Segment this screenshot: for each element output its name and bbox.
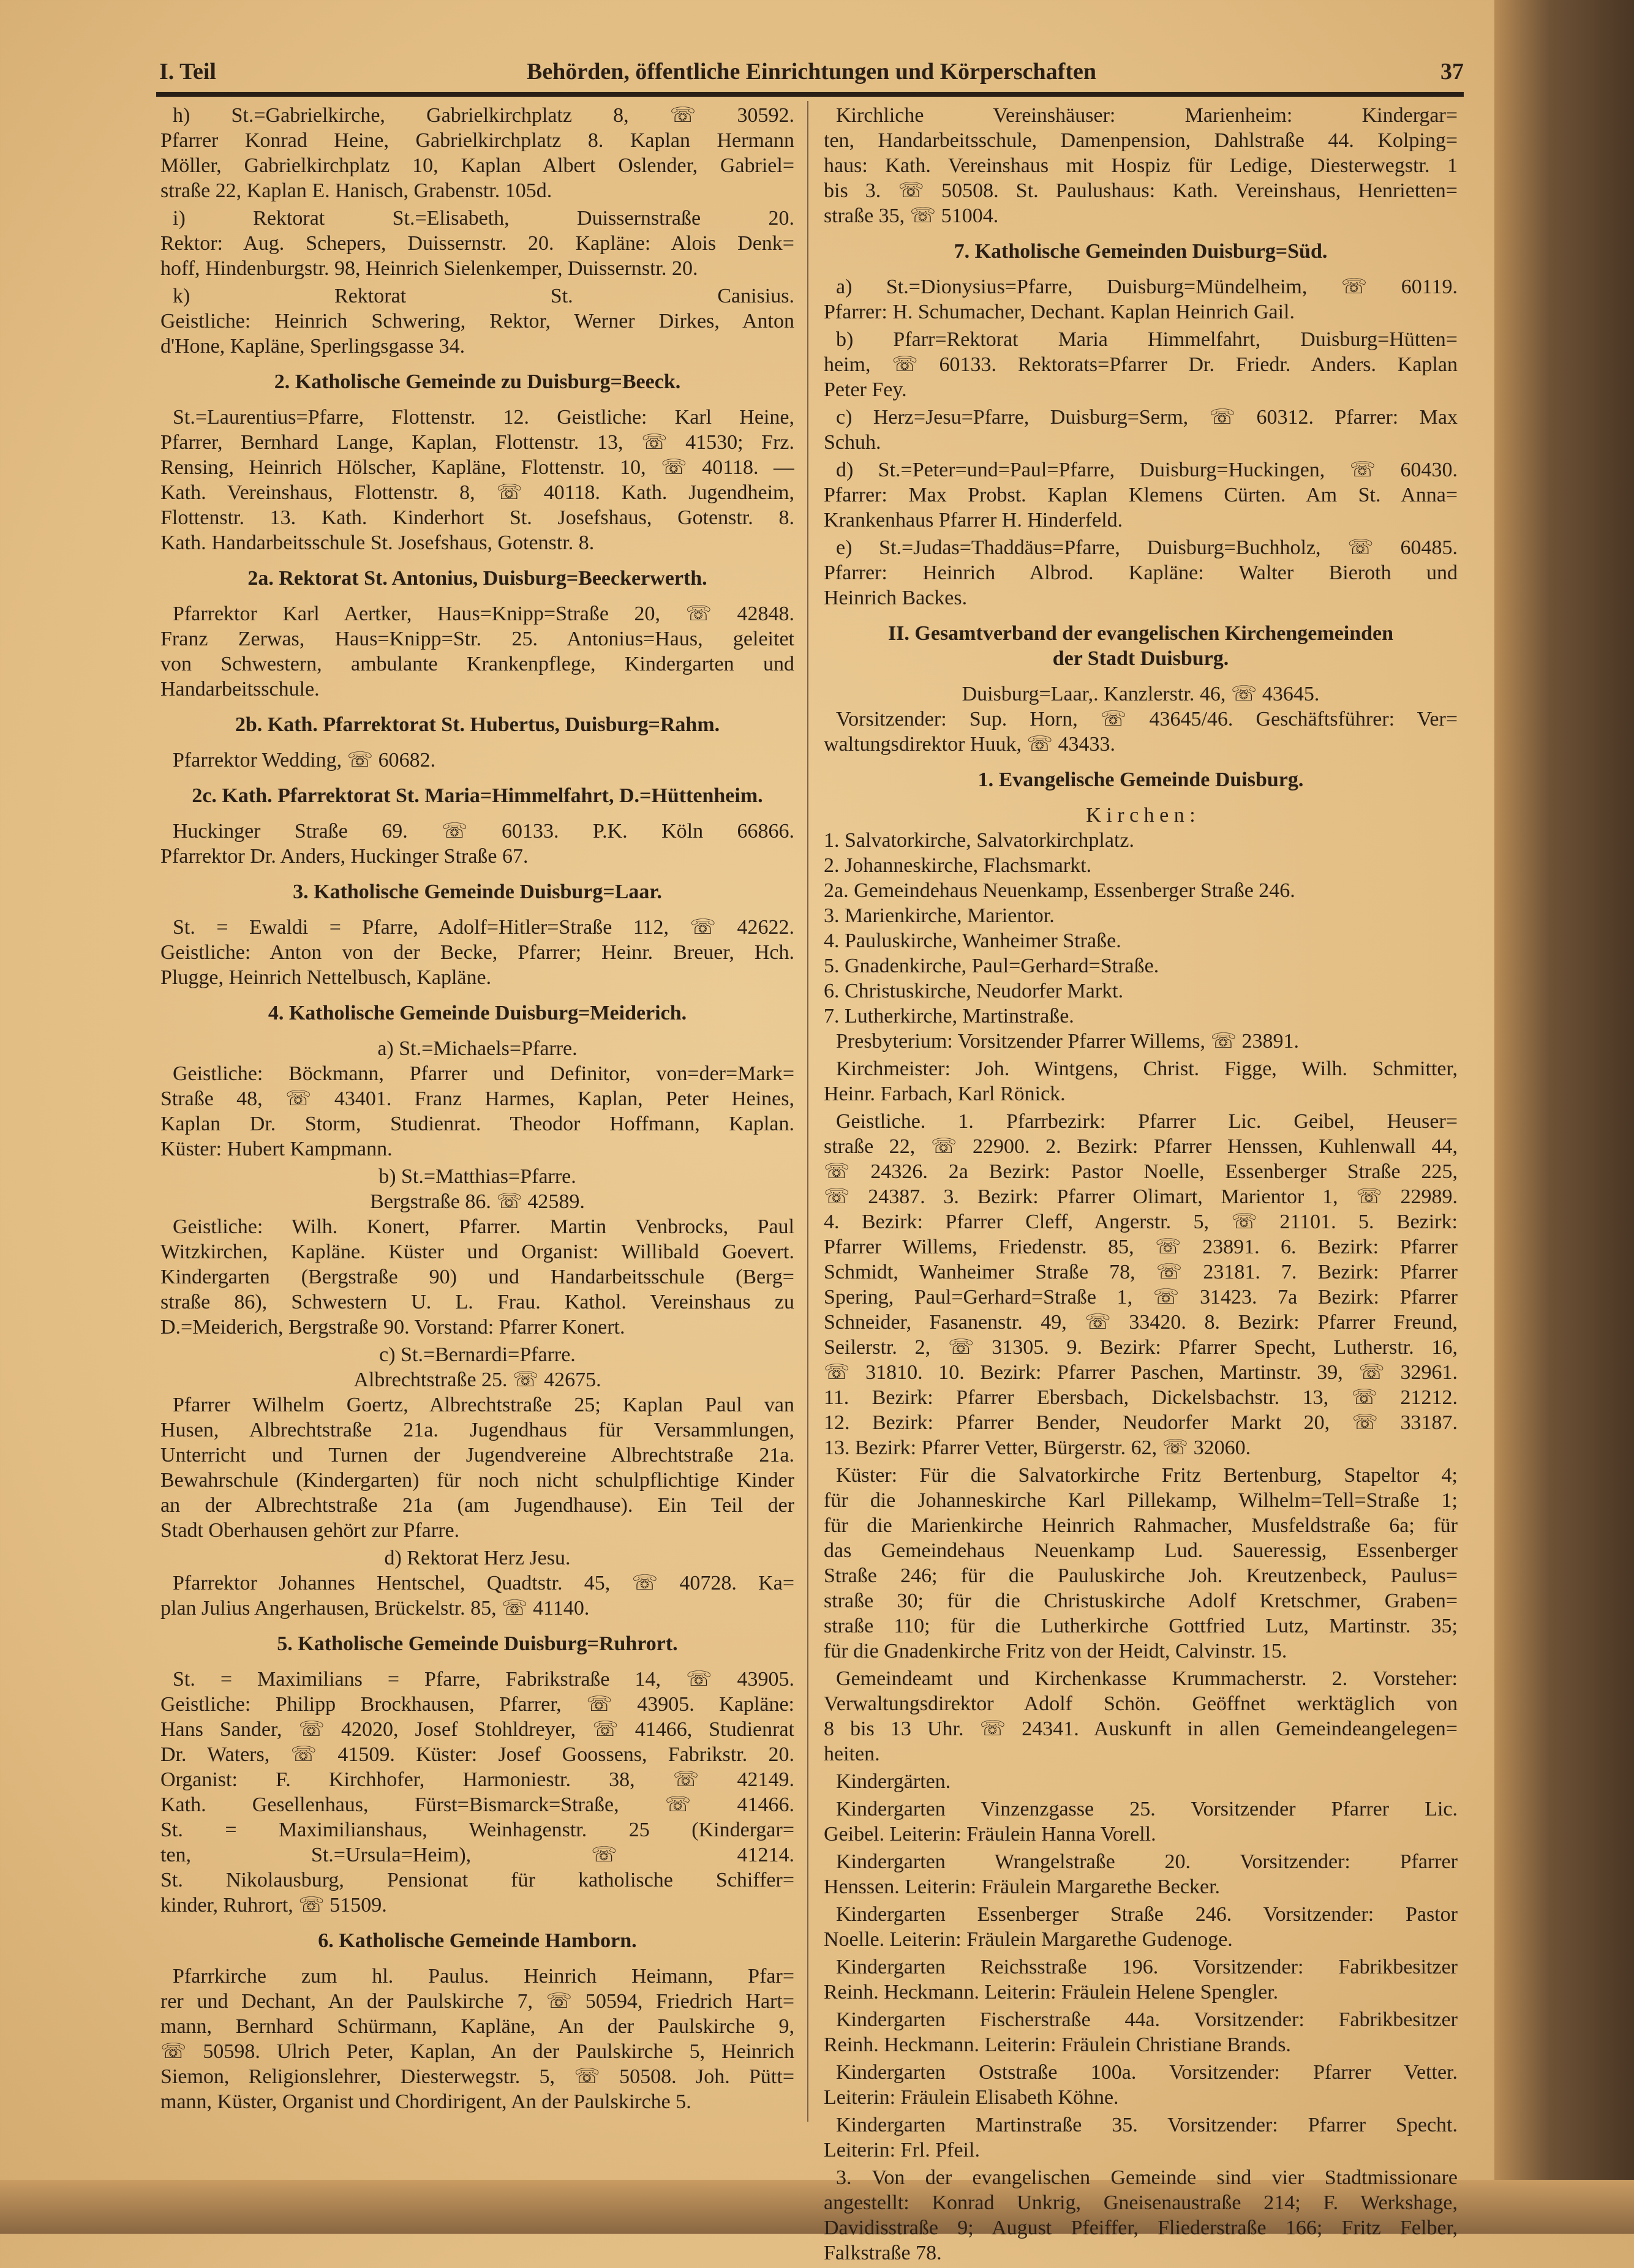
- text-line: Pfarrektor Johannes Hentschel, Quadtstr. 45, ☏ 40728. Ka=: [173, 1572, 794, 1594]
- text-line: Krankenhaus Pfarrer H. Hinderfeld.: [824, 509, 1123, 531]
- text-line: für die Marienkirche Heinrich Rahmacher, Musfeldstraße 6a; für: [824, 1514, 1458, 1537]
- text-line: 3. Marienkirche, Marientor.: [824, 904, 1055, 927]
- text-line: Peter Fey.: [824, 378, 907, 401]
- text-line: Küster: Hubert Kampmann.: [160, 1138, 393, 1160]
- text-line: straße 22, Kaplan E. Hanisch, Grabenstr. 105d.: [160, 179, 552, 202]
- text-line: Husen, Albrechtstraße 21a. Jugendhaus für Versammlungen,: [160, 1419, 794, 1441]
- section-heading: [160, 1001, 794, 1026]
- section-heading: [824, 767, 1458, 792]
- text-line: Pfarrektor Karl Aertker, Haus=Knipp=Straße 20, ☏ 42848.: [173, 603, 794, 625]
- text-paragraph: [824, 457, 1458, 533]
- page-binding-edge: [1494, 0, 1634, 2234]
- text-paragraph: [160, 748, 794, 773]
- text-line: 4. Bezirk: Pfarrer Cleff, Angerstr. 5, ☏ 21101. 5. Bezirk:: [824, 1211, 1458, 1233]
- text-line: Pfarrer Konrad Heine, Gabrielkirchplatz 8. Kaplan Hermann: [160, 129, 794, 152]
- text-line: Flottenstr. 13. Kath. Kinderhort St. Josefshaus, Gotenstr. 8.: [160, 506, 794, 529]
- text-line: Davidisstraße 9; August Pfeiffer, Fliederstraße 166; Fritz Felber,: [824, 2217, 1458, 2239]
- text-line: Bewahrschule (Kindergarten) für noch nicht schulpflichtige Kinder: [160, 1469, 794, 1492]
- text-line: Kath. Gesellenhaus, Fürst=Bismarck=Straße, ☏ 41466.: [160, 1793, 794, 1816]
- text-line: Kindergarten Martinstraße 35. Vorsitzender: Pfarrer Specht.: [836, 2114, 1458, 2136]
- text-paragraph: [160, 206, 794, 281]
- centered-subheading: [824, 803, 1458, 828]
- text-line: i) Rektorat St.=Elisabeth, Duissernstraße 20.: [173, 207, 794, 230]
- text-line: Leiterin: Fräulein Elisabeth Köhne.: [824, 2086, 1119, 2109]
- section-heading: [160, 566, 794, 591]
- section-heading: [160, 712, 794, 737]
- text-paragraph: [160, 103, 794, 203]
- text-line: Gemeindeamt und Kirchenkasse Krummacherstr. 2. Vorsteher:: [836, 1667, 1458, 1690]
- text-paragraph: [160, 601, 794, 702]
- text-line: Franz Zerwas, Haus=Knipp=Str. 25. Antonius=Haus, geleitet: [160, 628, 794, 650]
- text-line: 2. Katholische Gemeinde zu Duisburg=Beeck.: [274, 370, 681, 393]
- text-line: das Gemeindehaus Neuenkamp Lud. Saueressig, Essenberger: [824, 1539, 1458, 1562]
- text-line: bis 3. ☏ 50508. St. Paulushaus: Kath. Vereinshaus, Henrietten=: [824, 179, 1458, 202]
- text-line: Kindergärten.: [836, 1770, 951, 1793]
- text-line: Kath. Handarbeitsschule St. Josefshaus, Gotenstr. 8.: [160, 531, 595, 554]
- text-paragraph: [824, 1056, 1458, 1106]
- text-line: Geistliche: Anton von der Becke, Pfarrer; Heinr. Breuer, Hch.: [160, 941, 794, 964]
- text-line: Geistliche: Böckmann, Pfarrer und Definitor, von=der=Mark=: [173, 1062, 794, 1085]
- text-paragraph: [160, 405, 794, 555]
- text-line: St. Nikolausburg, Pensionat für katholische Schiffer=: [160, 1869, 794, 1891]
- text-paragraph: [824, 1769, 1458, 1794]
- text-line: Geistliche. 1. Pfarrbezirk: Pfarrer Lic. Geibel, Heuser=: [836, 1110, 1458, 1133]
- text-line: für die Johanneskirche Karl Pillekamp, Wilhelm=Tell=Straße 1;: [824, 1489, 1458, 1512]
- text-line: hoff, Hindenburgstr. 98, Heinrich Sielenkemper, Duissernstr. 20.: [160, 257, 698, 280]
- text-line: Vorsitzender: Sup. Horn, ☏ 43645/46. Geschäftsführer: Ver=: [836, 708, 1458, 730]
- text-line: e) St.=Judas=Thaddäus=Pfarre, Duisburg=Buchholz, ☏ 60485.: [836, 536, 1458, 559]
- section-heading: [160, 1631, 794, 1656]
- text-line: Leiterin: Frl. Pfeil.: [824, 2139, 980, 2161]
- text-line: waltungsdirektor Huuk, ☏ 43433.: [824, 733, 1115, 756]
- section-heading: [160, 1928, 794, 1953]
- text-paragraph: [160, 1061, 794, 1162]
- running-title: Behörden, öffentliche Einrichtungen und Körperschaften: [527, 59, 1096, 84]
- text-line: ☏ 50598. Ulrich Peter, Kaplan, An der Paulskirche 5, Heinrich: [160, 2040, 794, 2063]
- text-line: Möller, Gabrielkirchplatz 10, Kaplan Albert Oslender, Gabriel=: [160, 154, 794, 177]
- text-paragraph: [824, 1797, 1458, 1847]
- text-line: Reinh. Heckmann. Leiterin: Fräulein Helene Spengler.: [824, 1981, 1279, 2003]
- text-line: 2. Johanneskirche, Flachsmarkt.: [824, 854, 1092, 877]
- text-line: Geistliche: Heinrich Schwering, Rektor, Werner Dirkes, Anton: [160, 310, 794, 332]
- text-line: Pfarrer Wilhelm Goertz, Albrechtstraße 25; Kaplan Paul van: [173, 1394, 794, 1416]
- text-line: Verwaltungsdirektor Adolf Schön. Geöffnet werktäglich von: [824, 1692, 1458, 1715]
- text-line: haus: Kath. Vereinshaus mit Hospiz für Ledige, Diesterwegstr. 1: [824, 154, 1458, 177]
- text-line: Kindergarten Oststraße 100a. Vorsitzender: Pfarrer Vetter.: [836, 2061, 1458, 2084]
- text-line: für die Gnadenkirche Fritz von der Heidt, Calvinstr. 15.: [824, 1640, 1287, 1662]
- header-rule: [156, 92, 1464, 97]
- text-line: b) Pfarr=Rektorat Maria Himmelfahrt, Duisburg=Hütten=: [836, 328, 1458, 351]
- text-paragraph: [824, 274, 1458, 325]
- text-line: 3. Katholische Gemeinde Duisburg=Laar.: [293, 881, 662, 903]
- text-line: heim, ☏ 60133. Rektorats=Pfarrer Dr. Friedr. Anders. Kaplan: [824, 353, 1458, 376]
- text-line: 5. Katholische Gemeinde Duisburg=Ruhrort.: [277, 1632, 678, 1655]
- text-paragraph: [824, 327, 1458, 402]
- text-line: Henssen. Leiterin: Fräulein Margarethe Becker.: [824, 1876, 1221, 1898]
- centered-subheading: [160, 1342, 794, 1392]
- page-number: 37: [1440, 59, 1464, 84]
- section-heading: [160, 369, 794, 394]
- text-line: Duisburg=Laar,. Kanzlerstr. 46, ☏ 43645.: [962, 683, 1320, 705]
- text-line: 2a. Rektorat St. Antonius, Duisburg=Beeckerwerth.: [247, 567, 707, 590]
- text-line: Albrechtstraße 25. ☏ 42675.: [353, 1369, 601, 1391]
- text-line: Unterricht und Turnen der Jugendvereine Albrechtstraße 21a.: [160, 1444, 794, 1466]
- text-line: straße 22, ☏ 22900. 2. Bezirk: Pfarrer Henssen, Kuhlenwall 44,: [824, 1135, 1458, 1158]
- text-paragraph: [160, 1667, 794, 1918]
- text-line: D.=Meiderich, Bergstraße 90. Vorstand: Pfarrer Konert.: [160, 1316, 625, 1339]
- text-paragraph: [824, 1109, 1458, 1460]
- text-line: Kindergarten Vinzenzgasse 25. Vorsitzender Pfarrer Lic.: [836, 1798, 1458, 1820]
- text-line: Falkstraße 78.: [824, 2242, 942, 2264]
- text-line: b) St.=Matthias=Pfarre.: [378, 1165, 576, 1188]
- text-line: d) St.=Peter=und=Paul=Pfarre, Duisburg=Huckingen, ☏ 60430.: [836, 459, 1458, 481]
- text-line: K i r c h e n :: [1086, 804, 1195, 827]
- text-line: Handarbeitsschule.: [160, 678, 320, 700]
- text-line: a) St.=Dionysius=Pfarre, Duisburg=Mündelheim, ☏ 60119.: [836, 276, 1458, 298]
- text-line: h) St.=Gabrielkirche, Gabrielkirchplatz 8, ☏ 30592.: [173, 104, 794, 127]
- text-line: Schmidt, Wanheimer Straße 78, ☏ 23181. 7. Bezirk: Pfarrer: [824, 1261, 1458, 1283]
- text-paragraph: [824, 535, 1458, 610]
- text-line: Kaplan Dr. Storm, Studienrat. Theodor Hoffmann, Kaplan.: [160, 1113, 794, 1135]
- text-line: Kindergarten Essenberger Straße 246. Vorsitzender: Pastor: [836, 1903, 1458, 1926]
- text-line: mann, Küster, Organist und Chordirigent, An der Paulskirche 5.: [160, 2090, 691, 2113]
- text-line: Dr. Waters, ☏ 41509. Küster: Josef Goossens, Fabrikstr. 20.: [160, 1743, 794, 1766]
- text-line: Pfarrektor Wedding, ☏ 60682.: [173, 749, 436, 772]
- text-paragraph: [824, 1902, 1458, 1952]
- text-line: Kindergarten Fischerstraße 44a. Vorsitzender: Fabrikbesitzer: [836, 2008, 1458, 2031]
- text-paragraph: [160, 1964, 794, 2114]
- text-line: Organist: F. Kirchhofer, Harmoniestr. 38, ☏ 42149.: [160, 1768, 794, 1791]
- text-line: Pfarrer, Bernhard Lange, Kaplan, Flottenstr. 13, ☏ 41530; Frz.: [160, 431, 794, 454]
- text-line: 1. Evangelische Gemeinde Duisburg.: [977, 768, 1304, 791]
- text-line: 6. Christuskirche, Neudorfer Markt.: [824, 980, 1124, 1002]
- text-line: Witzkirchen, Kapläne. Küster und Organist: Willibald Goevert.: [160, 1241, 794, 1263]
- text-line: Huckinger Straße 69. ☏ 60133. P.K. Köln 66866.: [173, 820, 794, 843]
- text-line: 1. Salvatorkirche, Salvatorkirchplatz.: [824, 829, 1134, 852]
- text-paragraph: [824, 2007, 1458, 2057]
- column-divider: [807, 101, 808, 2122]
- text-line: Pfarrer: Max Probst. Kaplan Klemens Cürten. Am St. Anna=: [824, 484, 1458, 506]
- text-line: an der Albrechtstraße 21a (am Jugendhause). Ein Teil der: [160, 1494, 794, 1517]
- text-line: mann, Bernhard Schürmann, Kapläne, An der Paulskirche 9,: [160, 2015, 794, 2038]
- right-column: [824, 103, 1458, 2268]
- text-line: 5. Gnadenkirche, Paul=Gerhard=Straße.: [824, 955, 1159, 977]
- text-paragraph: [824, 707, 1458, 757]
- text-paragraph: [824, 1029, 1458, 1054]
- text-line: plan Julius Angerhausen, Brückelstr. 85, ☏ 41140.: [160, 1597, 590, 1620]
- text-paragraph: [160, 915, 794, 990]
- text-line: 2b. Kath. Pfarrektorat St. Hubertus, Duisburg=Rahm.: [235, 713, 720, 736]
- text-line: Stadt Oberhausen gehört zur Pfarre.: [160, 1519, 460, 1542]
- text-line: ten, St.=Ursula=Heim), ☏ 41214.: [160, 1844, 794, 1866]
- section-heading: [824, 239, 1458, 264]
- left-column: [160, 103, 794, 2117]
- text-line: Heinr. Farbach, Karl Rönick.: [824, 1083, 1066, 1105]
- text-line: ☏ 24326. 2a Bezirk: Pastor Noelle, Essenberger Straße 225,: [824, 1160, 1458, 1183]
- text-line: ten, Handarbeitsschule, Damenpension, Dahlstraße 44. Kolping=: [824, 129, 1458, 152]
- text-line: Pfarrektor Dr. Anders, Huckinger Straße 67.: [160, 845, 529, 868]
- text-line: St. = Maximilians = Pfarre, Fabrikstraße 14, ☏ 43905.: [173, 1668, 794, 1691]
- text-paragraph: [160, 284, 794, 359]
- text-line: Pfarrer: H. Schumacher, Dechant. Kaplan Heinrich Gail.: [824, 301, 1295, 323]
- text-line: Straße 48, ☏ 43401. Franz Harmes, Kaplan, Peter Heines,: [160, 1087, 794, 1110]
- text-paragraph: [824, 1463, 1458, 1664]
- text-line: St. = Maximilianshaus, Weinhagenstr. 25 (Kindergar=: [160, 1819, 794, 1841]
- text-line: Küster: Für die Salvatorkirche Fritz Bertenburg, Stapeltor 4;: [836, 1464, 1458, 1487]
- text-paragraph: [824, 2112, 1458, 2163]
- centered-subheading: [160, 1545, 794, 1571]
- centered-subheading: [824, 682, 1458, 707]
- text-line: Spering, Paul=Gerhard=Straße 1, ☏ 31423. 7a Bezirk: Pfarrer: [824, 1286, 1458, 1309]
- section-heading: [824, 621, 1458, 671]
- text-line: rer und Dechant, An der Paulskirche 7, ☏ 50594, Friedrich Hart=: [160, 1990, 794, 2013]
- page-header: [159, 58, 1464, 95]
- text-line: k) Rektorat St. Canisius.: [173, 285, 794, 307]
- text-line: 4. Pauluskirche, Wanheimer Straße.: [824, 929, 1121, 952]
- text-line: c) St.=Bernardi=Pfarre.: [379, 1343, 576, 1366]
- text-line: der Stadt Duisburg.: [1052, 647, 1229, 670]
- text-paragraph: [160, 1214, 794, 1340]
- text-line: 11. Bezirk: Pfarrer Ebersbach, Dickelsbachstr. 13, ☏ 21212.: [824, 1386, 1458, 1409]
- text-line: St. = Ewaldi = Pfarre, Adolf=Hitler=Straße 112, ☏ 42622.: [173, 916, 794, 939]
- text-paragraph: [824, 2165, 1458, 2266]
- text-line: Hans Sander, ☏ 42020, Josef Stohldreyer, ☏ 41466, Studienrat: [160, 1718, 794, 1741]
- text-paragraph: [824, 2060, 1458, 2110]
- text-line: Reinh. Heckmann. Leiterin: Fräulein Christiane Brands.: [824, 2033, 1291, 2056]
- section-heading: [160, 783, 794, 808]
- text-line: a) St.=Michaels=Pfarre.: [377, 1037, 578, 1060]
- text-paragraph: [824, 1666, 1458, 1767]
- text-line: Noelle. Leiterin: Fräulein Margarethe Gudenoge.: [824, 1928, 1233, 1951]
- text-line: Geibel. Leiterin: Fräulein Hanna Vorell.: [824, 1823, 1156, 1846]
- centered-subheading: [160, 1036, 794, 1061]
- text-line: ☏ 24387. 3. Bezirk: Pfarrer Olimart, Marientor 1, ☏ 22989.: [824, 1185, 1458, 1208]
- text-line: straße 35, ☏ 51004.: [824, 205, 999, 227]
- text-line: Presbyterium: Vorsitzender Pfarrer Willems, ☏ 23891.: [836, 1030, 1299, 1053]
- text-line: II. Gesamtverband der evangelischen Kirchengemeinden: [887, 622, 1394, 645]
- text-line: Heinrich Backes.: [824, 587, 968, 609]
- section-heading: [160, 879, 794, 904]
- text-paragraph: [824, 1849, 1458, 1899]
- text-line: Kindergarten Wrangelstraße 20. Vorsitzender: Pfarrer: [836, 1850, 1458, 1873]
- text-line: 13. Bezirk: Pfarrer Vetter, Bürgerstr. 62, ☏ 32060.: [824, 1436, 1251, 1459]
- text-line: Straße 246; für die Pauluskirche Joh. Kreutzenbeck, Paulus=: [824, 1564, 1458, 1587]
- text-line: 3. Von der evangelischen Gemeinde sind vier Stadtmissionare: [836, 2166, 1458, 2189]
- text-line: Pfarrer Willems, Friedenstr. 85, ☏ 23891. 6. Bezirk: Pfarrer: [824, 1236, 1458, 1258]
- text-paragraph: [824, 1954, 1458, 2005]
- centered-subheading: [160, 1164, 794, 1214]
- text-paragraph: [160, 1392, 794, 1543]
- text-line: 4. Katholische Gemeinde Duisburg=Meiderich.: [268, 1002, 687, 1024]
- text-line: 12. Bezirk: Pfarrer Bender, Neudorfer Markt 20, ☏ 33187.: [824, 1411, 1458, 1434]
- text-line: 6. Katholische Gemeinde Hamborn.: [318, 1929, 637, 1952]
- text-line: 2a. Gemeindehaus Neuenkamp, Essenberger Straße 246.: [824, 879, 1295, 902]
- text-paragraph: [824, 828, 1458, 1029]
- text-line: Siemon, Religionslehrer, Diesterwegstr. 5, ☏ 50508. Joh. Pütt=: [160, 2065, 794, 2088]
- text-line: Kindergarten Reichsstraße 196. Vorsitzender: Fabrikbesitzer: [836, 1956, 1458, 1978]
- text-line: straße 110; für die Lutherkirche Gottfried Lutz, Martinstr. 35;: [824, 1615, 1458, 1637]
- text-line: Kirchmeister: Joh. Wintgens, Christ. Figge, Wilh. Schmitter,: [836, 1057, 1458, 1080]
- text-line: Pfarrer: Heinrich Albrod. Kapläne: Walter Bieroth und: [824, 561, 1458, 584]
- text-line: d'Hone, Kapläne, Sperlingsgasse 34.: [160, 335, 465, 358]
- text-line: Bergstraße 86. ☏ 42589.: [370, 1190, 585, 1213]
- text-line: Kirchliche Vereinshäuser: Marienheim: Kindergar=: [836, 104, 1458, 127]
- text-line: 7. Katholische Gemeinden Duisburg=Süd.: [954, 240, 1328, 263]
- text-line: Schneider, Fasanenstr. 49, ☏ 33420. 8. Bezirk: Pfarrer Freund,: [824, 1311, 1458, 1334]
- text-line: Plugge, Heinrich Nettelbusch, Kapläne.: [160, 966, 492, 989]
- text-line: angestellt: Konrad Unkrig, Gneisenaustraße 214; F. Werkshage,: [824, 2191, 1458, 2214]
- text-line: Rektor: Aug. Schepers, Duissernstr. 20. Kapläne: Alois Denk=: [160, 232, 794, 255]
- text-line: Schuh.: [824, 431, 881, 454]
- text-line: straße 86), Schwestern U. L. Frau. Kathol. Vereinshaus zu: [160, 1291, 794, 1313]
- text-line: Pfarrkirche zum hl. Paulus. Heinrich Heimann, Pfar=: [173, 1965, 794, 1988]
- part-label: I. Teil: [159, 59, 216, 84]
- text-line: c) Herz=Jesu=Pfarre, Duisburg=Serm, ☏ 60312. Pfarrer: Max: [836, 406, 1458, 429]
- text-line: kinder, Ruhrort, ☏ 51509.: [160, 1894, 387, 1917]
- text-line: 8 bis 13 Uhr. ☏ 24341. Auskunft in allen Gemeindeangelegen=: [824, 1718, 1458, 1740]
- text-paragraph: [160, 1571, 794, 1621]
- text-paragraph: [824, 405, 1458, 455]
- text-paragraph: [160, 819, 794, 869]
- text-line: heiten.: [824, 1743, 880, 1765]
- text-paragraph: [824, 103, 1458, 228]
- text-line: Geistliche: Wilh. Konert, Pfarrer. Martin Venbrocks, Paul: [173, 1215, 794, 1238]
- text-line: Rensing, Heinrich Hölscher, Kapläne, Flottenstr. 10, ☏ 40118. —: [160, 456, 794, 479]
- text-line: 7. Lutherkirche, Martinstraße.: [824, 1005, 1074, 1027]
- text-line: 2c. Kath. Pfarrektorat St. Maria=Himmelfahrt, D.=Hüttenheim.: [192, 784, 763, 807]
- text-line: Geistliche: Philipp Brockhausen, Pfarrer, ☏ 43905. Kapläne:: [160, 1693, 794, 1716]
- text-line: ☏ 31810. 10. Bezirk: Pfarrer Paschen, Martinstr. 39, ☏ 32961.: [824, 1361, 1458, 1384]
- text-line: St.=Laurentius=Pfarre, Flottenstr. 12. Geistliche: Karl Heine,: [173, 406, 794, 429]
- text-line: Kath. Vereinshaus, Flottenstr. 8, ☏ 40118. Kath. Jugendheim,: [160, 481, 794, 504]
- text-line: Kindergarten (Bergstraße 90) und Handarbeitsschule (Berg=: [160, 1266, 794, 1288]
- text-line: Seilerstr. 2, ☏ 31305. 9. Bezirk: Pfarrer Specht, Lutherstr. 16,: [824, 1336, 1458, 1359]
- text-line: d) Rektorat Herz Jesu.: [384, 1547, 571, 1569]
- text-line: von Schwestern, ambulante Krankenpflege, Kindergarten und: [160, 653, 794, 675]
- text-line: straße 30; für die Christuskirche Adolf Kretschmer, Graben=: [824, 1590, 1458, 1612]
